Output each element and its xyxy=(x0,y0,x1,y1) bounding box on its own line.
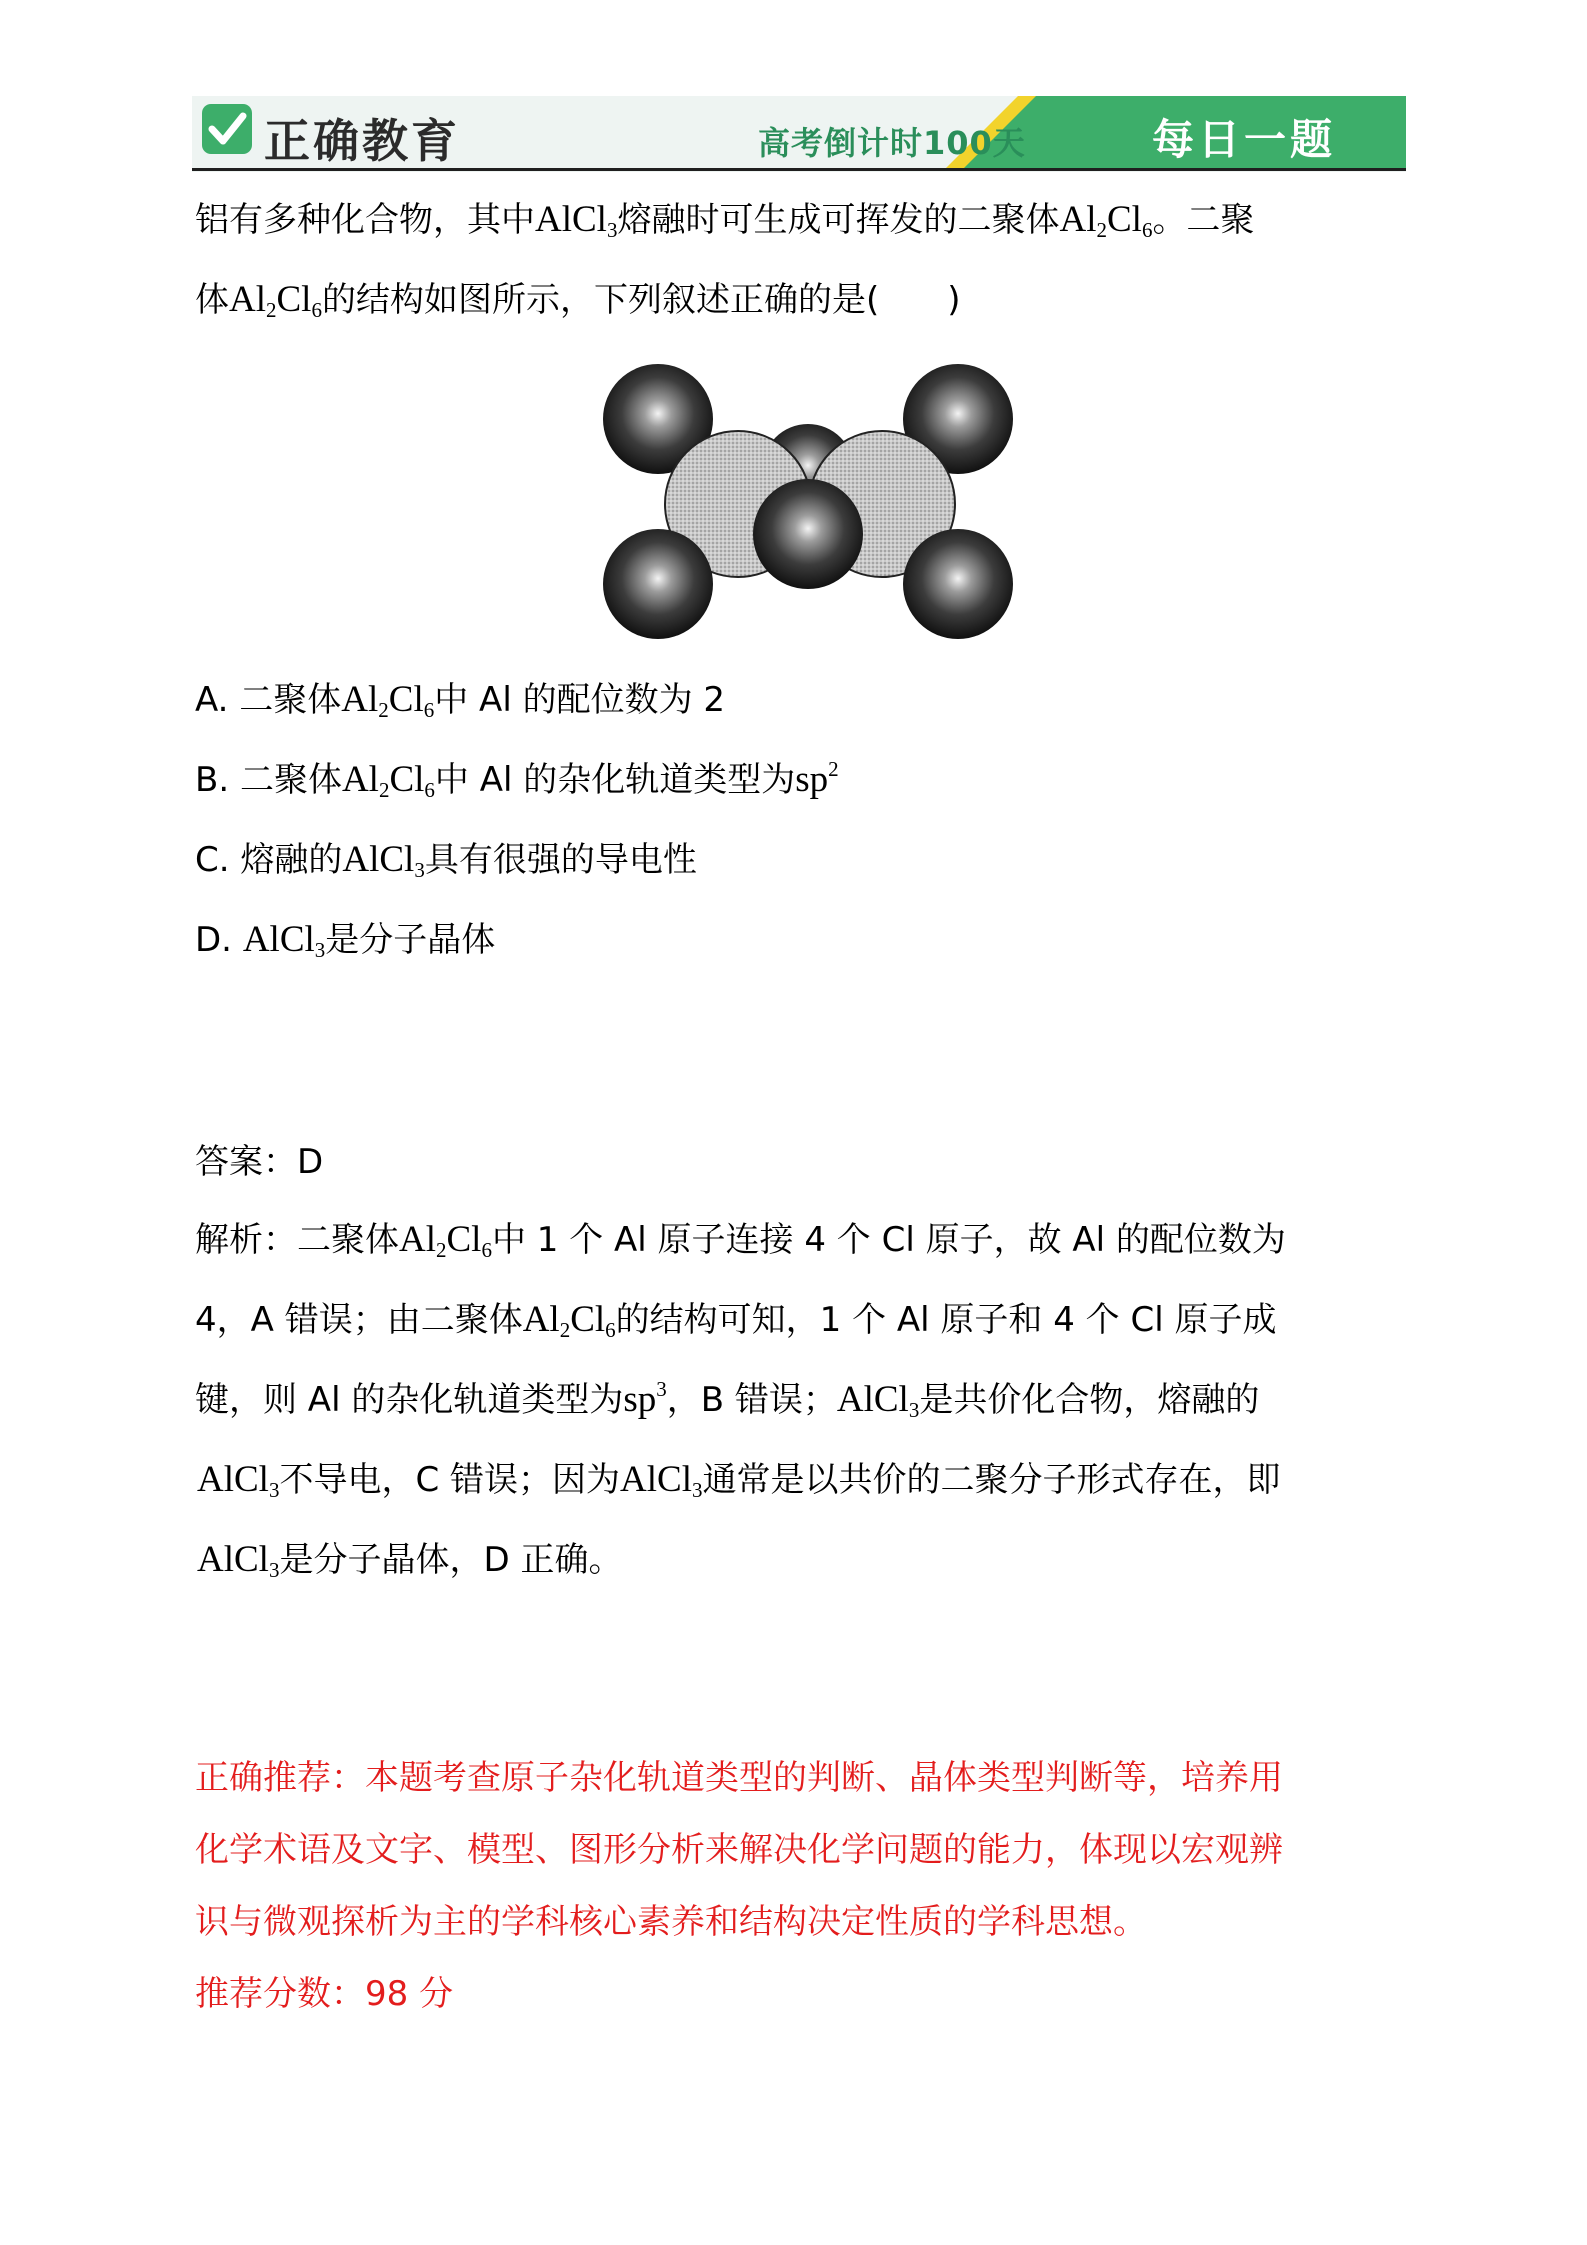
logo-badge xyxy=(202,104,252,154)
countdown-text: 高考倒计时100天 xyxy=(758,124,1026,162)
formula-alcl3: AlCl$_3$ xyxy=(836,1379,920,1422)
explanation-line-5: AlCl$_3$是分子晶体，D 正确。 xyxy=(197,1539,623,1582)
formula-alcl3: AlCl$_3$ xyxy=(535,199,618,242)
option-a: A. 二聚体$Al_2Cl_6$中 Al 的配位数为 2 xyxy=(195,679,726,722)
formula-alcl3: AlCl$_3$ xyxy=(197,1459,280,1502)
formula-al2cl6: $Al_2Cl_6$ xyxy=(229,279,322,322)
header-rule xyxy=(192,168,1406,171)
question-text: 铝有多种化合物，其中 xyxy=(195,200,535,240)
cl-atom-bridge-front xyxy=(753,479,863,589)
formula-al2cl6: $Al_2Cl_6$ xyxy=(399,1219,492,1262)
formula-sp2: $sp^2$ xyxy=(795,757,839,800)
formula-alcl3: AlCl$_3$ xyxy=(620,1459,703,1502)
question-text: 体 xyxy=(195,280,229,320)
question-text: 熔融时可生成可挥发的二聚体 xyxy=(617,200,1060,240)
header-banner xyxy=(192,96,1406,172)
explanation-line-3: 键，则 Al 的杂化轨道类型为$sp^3$，B 错误；AlCl$_3$是共价化合物，熔融的 xyxy=(195,1377,1260,1422)
option-c: C. 熔融的AlCl$_3$具有很强的导电性 xyxy=(195,839,697,882)
question-line-2 xyxy=(195,278,961,322)
formula-sp3: $sp^3$ xyxy=(623,1377,667,1420)
option-d: D. AlCl$_3$是分子晶体 xyxy=(195,919,496,962)
formula-al2cl6: $Al_2Cl_6$ xyxy=(522,1299,616,1342)
option-b: B. 二聚体$Al_2Cl_6$中 Al 的杂化轨道类型为$sp^2$ xyxy=(195,757,839,802)
question-line-1 xyxy=(195,198,1254,242)
question-text: 。二聚 xyxy=(1152,200,1255,240)
explanation-line-2: 4，A 错误；由二聚体$Al_2Cl_6$的结构可知，1 个 Al 原子和 4 个 Cl 原子成 xyxy=(195,1299,1277,1342)
formula-alcl3: AlCl$_3$ xyxy=(242,919,326,962)
cl-atom-bottom-left xyxy=(603,529,713,639)
formula-al2cl6: $Al_2Cl_6$ xyxy=(1059,199,1153,242)
answer-label: 答案：D xyxy=(195,1142,324,1182)
explanation-line-1: 解析：二聚体$Al_2Cl_6$中 1 个 Al 原子连接 4 个 Cl 原子，故 Al 的配位数为 xyxy=(195,1219,1286,1262)
check-icon xyxy=(202,104,252,154)
al2cl6-molecule-figure xyxy=(600,362,1020,642)
explanation-line-4: AlCl$_3$不导电，C 错误；因为AlCl$_3$通常是以共价的二聚分子形式存在，即 xyxy=(197,1459,1281,1502)
formula-alcl3: AlCl$_3$ xyxy=(342,839,425,882)
brand-name: 正确教育 xyxy=(264,114,460,168)
recommend-line-1: 正确推荐：本题考查原子杂化轨道类型的判断、晶体类型判断等，培养用 xyxy=(195,1758,1283,1798)
recommend-line-3: 识与微观探析为主的学科核心素养和结构决定性质的学科思想。 xyxy=(195,1902,1147,1942)
daily-question-title: 每日一题 xyxy=(1152,115,1337,164)
formula-alcl3: AlCl$_3$ xyxy=(197,1539,280,1582)
recommend-score: 推荐分数：98 分 xyxy=(195,1974,454,2014)
formula-al2cl6: $Al_2Cl_6$ xyxy=(341,679,435,722)
formula-al2cl6: $Al_2Cl_6$ xyxy=(341,759,435,802)
cl-atom-bottom-right xyxy=(903,529,1013,639)
recommend-line-2: 化学术语及文字、模型、图形分析来解决化学问题的能力，体现以宏观辨 xyxy=(195,1830,1283,1870)
question-text: 的结构如图所示，下列叙述正确的是( ) xyxy=(321,280,961,320)
